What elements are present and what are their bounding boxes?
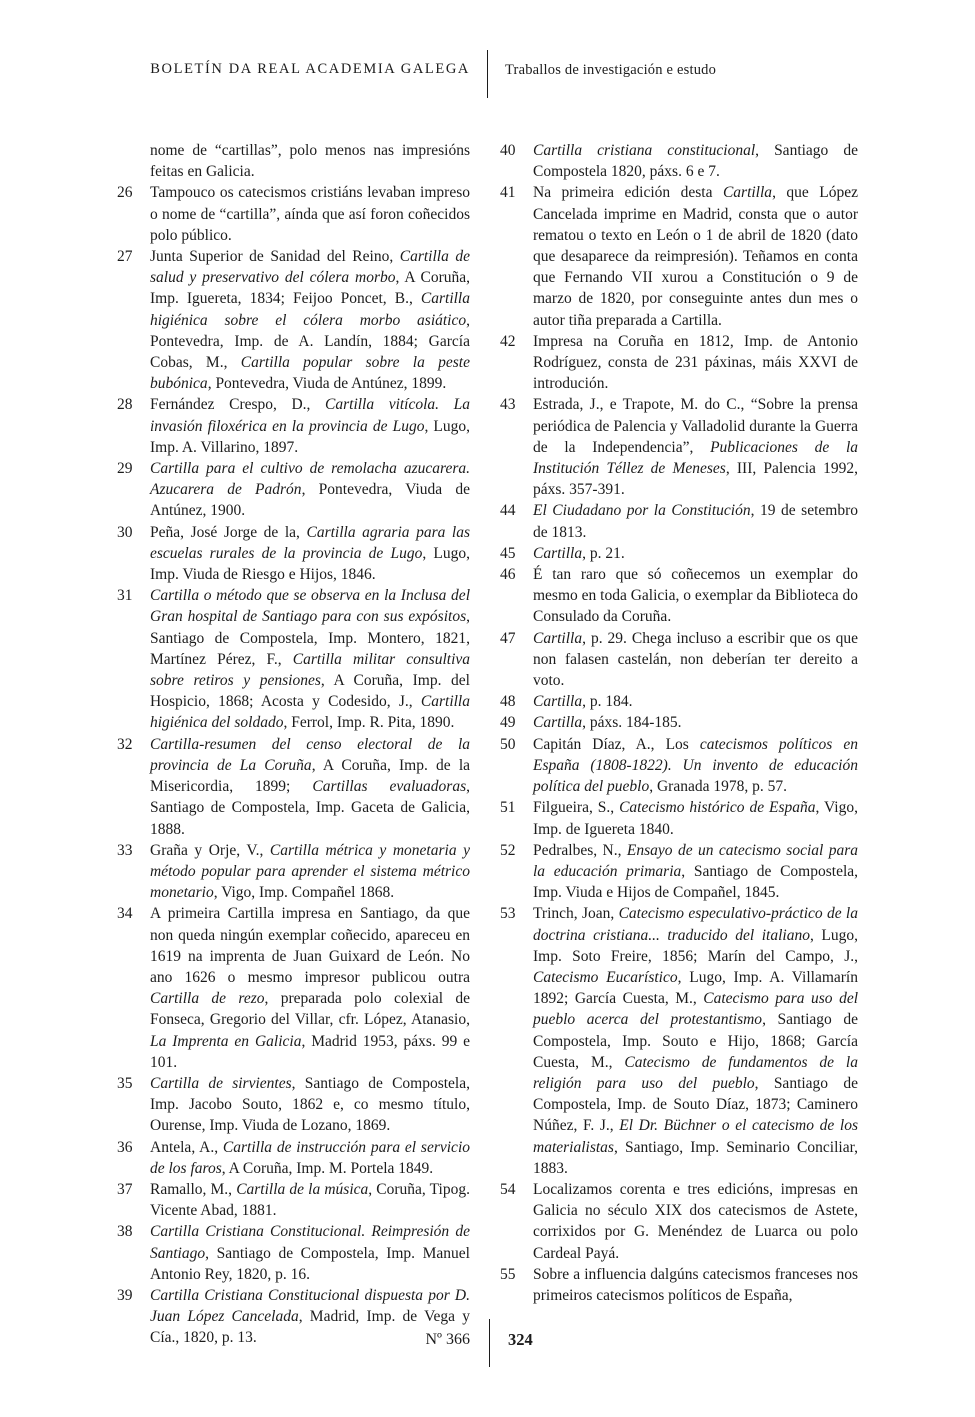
- footnote-number: 26: [117, 184, 133, 202]
- header-divider-rule: [487, 50, 488, 98]
- carryover-paragraph: [117, 140, 470, 182]
- footnote-number: 50: [500, 735, 516, 753]
- text-segment: Sobre a influencia dalgúns catecismos franceses nos primeiros catecismos políticos de España,: [533, 1265, 858, 1304]
- text-segment: , Pontevedra, Viuda de Antúnez, 1900.: [150, 481, 470, 520]
- text-segment: Ramallo, M.,: [150, 1180, 237, 1198]
- title-italic-segment: Cartilla higiénica sobre el cólera morbo asiático: [150, 290, 470, 329]
- text-segment: , Santiago de Compostela, Imp. Montero, 1821, Martínez Pérez, F.,: [150, 608, 470, 668]
- footnote-item: [117, 1221, 470, 1285]
- footnote-item: [117, 840, 470, 904]
- title-italic-segment: Cartilla Cristiana Constitucional dispuesta por D. Juan López Cancelada: [150, 1286, 470, 1326]
- footnote-number: 35: [117, 1074, 133, 1092]
- text-segment: , 19 de setembro de 1813.: [533, 502, 858, 541]
- text-segment: Pedralbes, N.,: [533, 841, 627, 859]
- footnote-number: 36: [117, 1138, 133, 1156]
- title-italic-segment: Cartilla militar consultiva sobre retiros y pensiones: [150, 650, 471, 690]
- text-segment: Localizamos corenta e tres edicións, impresas en Galicia no século XIX dos catecismos de Astete, corrixidos por G. Menéndez de Luarca ou polo Cardeal Payá.: [533, 1180, 858, 1262]
- title-italic-segment: Ensayo de un catecismo social para la educación primaria: [533, 841, 859, 880]
- footnote-number: 45: [500, 544, 516, 562]
- footnote-number: 33: [117, 841, 133, 859]
- title-italic-segment: Cartilla: [722, 184, 773, 202]
- text-segment: , Santiago de Compostela, Imp. Jacobo Souto, 1862 e, co mesmo título, Ourense, Imp. Viuda de Lozano, 1869.: [150, 1074, 470, 1135]
- section-title: Traballos de investigación e estudo: [505, 62, 717, 78]
- title-italic-segment: Cartilla Cristiana Constitucional. Reimpresión de Santiago: [150, 1223, 470, 1262]
- footnote-text: [533, 394, 858, 500]
- issue-number: Nº 366: [425, 1331, 470, 1348]
- footnote-text: [533, 734, 858, 798]
- text-segment: , Pontevedra, Imp. de A. Landín, 1884; García Cobas, M.,: [150, 311, 470, 372]
- footnote-item: [500, 331, 858, 395]
- title-italic-segment: La Imprenta en Galicia: [150, 1032, 302, 1050]
- footnote-number: 42: [500, 332, 516, 350]
- text-segment: , Madrid, Imp. de Vega y Cía., 1820, p. 13.: [150, 1308, 470, 1347]
- text-segment: , A Coruña, Imp. Iguereta, 1834; Feijoo Poncet, B.,: [150, 269, 470, 308]
- title-italic-segment: Cartilla-resumen del censo electoral de la provincia de La Coruña: [150, 735, 470, 774]
- footnote-number: 29: [117, 460, 133, 478]
- footnote-item: [117, 522, 470, 586]
- footnote-number: 41: [500, 184, 516, 202]
- footnote-number: 34: [117, 905, 133, 923]
- text-segment: , Lugo, Imp. Soto Freire, 1856; Marín del Campo, J.,: [533, 926, 859, 965]
- text-segment: , p. 21.: [582, 544, 625, 562]
- footnote-number: 49: [500, 714, 516, 732]
- footnote-item: [117, 1073, 470, 1137]
- footnote-item: [500, 500, 858, 542]
- text-segment: , Santiago de Compostela, Imp. Gaceta de Galicia, 1888.: [150, 778, 470, 838]
- footnote-number: 37: [117, 1180, 133, 1198]
- title-italic-segment: Cartilla o método que se observa en la Inclusa del Gran hospital de Santiago para con sus expósitos: [150, 587, 470, 626]
- title-italic-segment: Cartilla: [533, 629, 583, 647]
- footnote-item: [500, 182, 858, 330]
- footnote-text: [533, 712, 858, 733]
- footnote-text: [533, 1264, 858, 1306]
- text-segment: , Santiago, Imp. Seminario Conciliar, 1883.: [533, 1138, 858, 1177]
- footnote-item: [117, 585, 470, 733]
- title-italic-segment: Publicaciones de la Institución Téllez de Meneses: [533, 438, 858, 478]
- footnote-number: 43: [500, 396, 516, 414]
- text-segment: , Lugo, Imp. Viuda de Riesgo e Hijos, 1846.: [150, 544, 471, 584]
- footnote-number: 51: [500, 799, 516, 817]
- text-segment: , Vigo, Imp. Compañel 1868.: [213, 884, 395, 902]
- footnote-text: [150, 734, 470, 840]
- text-segment: Peña, José Jorge de la,: [150, 523, 307, 541]
- footnote-item: [500, 1179, 858, 1264]
- footnote-text: [150, 1073, 470, 1137]
- text-segment: , Lugo, Imp. A. Villamarín 1892; García Cuesta, M.,: [533, 968, 858, 1008]
- footnote-text: [150, 585, 470, 733]
- footnote-item: [117, 394, 470, 458]
- footnote-text: [150, 140, 470, 182]
- footnote-text: [150, 1179, 470, 1221]
- footnote-text: [150, 903, 470, 1073]
- title-italic-segment: Cartilla de instrucción para el servicio de los faros: [150, 1138, 470, 1177]
- title-italic-segment: Cartillas evaluadoras: [312, 778, 467, 796]
- text-segment: A primeira Cartilla impresa en Santiago, da que non queda ningún exemplar coñecido, apareceu en 1619 na imprenta de Juan Guixard de León. No ano 1626 o mesmo impresor publicou outra: [150, 905, 470, 986]
- footnote-item: [500, 734, 858, 798]
- footnote-item: [500, 712, 858, 733]
- text-segment: Filgueira, S.,: [533, 799, 620, 817]
- text-segment: Trinch, Joan,: [533, 905, 619, 923]
- footnote-text: [150, 394, 470, 458]
- title-italic-segment: Catecismo para uso del pueblo acerca del protestantismo: [533, 990, 858, 1029]
- text-segment: Junta Superior de Sanidad del Reino,: [150, 248, 400, 266]
- footnote-item: [117, 734, 470, 840]
- footnote-text: [533, 182, 858, 330]
- footnote-text: [150, 522, 470, 586]
- footnote-item: [500, 543, 858, 564]
- footnote-text: [533, 691, 858, 712]
- footnote-item: [117, 182, 470, 246]
- footnote-item: [500, 840, 858, 904]
- footnote-number: 27: [117, 248, 133, 266]
- text-segment: , Santiago de Compostela, Imp. de Souto Díaz, 1873; Caminero Núñez, F. J.,: [533, 1074, 858, 1135]
- text-segment: nome de “cartillas”, polo menos nas impresións feitas en Galicia.: [150, 142, 470, 181]
- text-segment: , que López Cancelada imprime en Madrid, consta que o autor rematou o texto en León o 1 de abril de 1820 (dato que desaparece da reimpresión). Teñamos en conta que Fernando VII xurou a Constitución o 9 de marzo de 1820, por conseguinte antes dun mes o autor tiña preparada a Cartilla.: [533, 184, 858, 329]
- text-segment: , Santiago de Compostela, Imp. Souto e Hijo, 1868; García Cuesta, M.,: [533, 1011, 858, 1071]
- footnote-text: [533, 564, 858, 628]
- text-segment: Estrada, J., e Trapote, M. do C., “Sobre la prensa periódica de Palencia y Valladolid durante la Guerra de la Independencia”,: [533, 396, 858, 456]
- text-segment: , A Coruña, Imp. de la Misericordia, 1899;: [150, 756, 470, 796]
- footnote-number: 32: [117, 735, 133, 753]
- text-segment: , Lugo, Imp. A. Villarino, 1897.: [150, 417, 471, 456]
- text-segment: , Madrid 1953, páxs. 99 e 101.: [150, 1032, 471, 1071]
- text-segment: , Coruña, Tipog. Vicente Abad, 1881.: [150, 1180, 470, 1220]
- footnote-number: 38: [117, 1223, 133, 1241]
- text-segment: É tan raro que só coñecemos un exemplar do mesmo en toda Galicia, o exemplar da Biblioteca do Consulado da Coruña.: [533, 566, 858, 626]
- footnote-item: [500, 903, 858, 1179]
- footnote-item: [500, 628, 858, 692]
- text-segment: , III, Palencia 1992, páxs. 357-391.: [533, 460, 858, 499]
- footnote-text: [533, 543, 858, 564]
- title-italic-segment: El Ciudadano por la Constitución: [533, 502, 751, 520]
- page-number: 324: [508, 1330, 533, 1349]
- text-segment: , preparada polo colexial de Fonseca, Gregorio del Villar, cfr. López, Atanasio,: [150, 990, 470, 1029]
- footnote-number: 39: [117, 1286, 133, 1304]
- footnote-number: 53: [500, 905, 516, 923]
- footnote-number: 48: [500, 693, 516, 711]
- footnote-text: [150, 840, 470, 904]
- text-segment: , Santiago de Compostela, Imp. Viuda e Hijos de Compañel, 1845.: [533, 862, 859, 902]
- footnote-number: 28: [117, 396, 133, 414]
- footnote-text: [533, 840, 858, 904]
- text-segment: , p. 184.: [582, 693, 633, 711]
- text-segment: Na primeira edición desta: [533, 184, 723, 202]
- footnote-text: [150, 1137, 470, 1179]
- text-segment: Graña y Orje, V.,: [150, 841, 270, 859]
- title-italic-segment: Cartilla métrica y monetaria y método popular para aprender el sistema métrico monetario: [150, 841, 470, 902]
- text-segment: , Santiago de Compostela 1820, páxs. 6 e 7.: [533, 142, 858, 181]
- footnote-number: 52: [500, 841, 516, 859]
- footnote-number: 46: [500, 566, 516, 584]
- footnote-item: [117, 246, 470, 394]
- title-italic-segment: Cartilla higiénica del soldado: [150, 693, 470, 732]
- title-italic-segment: Cartilla de rezo: [150, 990, 265, 1008]
- footnote-item: [500, 691, 858, 712]
- footnote-item: [500, 797, 858, 839]
- text-segment: , Santiago de Compostela, Imp. Manuel Antonio Rey, 1820, p. 16.: [150, 1244, 470, 1283]
- footnote-number: 30: [117, 523, 133, 541]
- footnote-text: [533, 903, 858, 1179]
- footnote-item: [117, 458, 470, 522]
- title-italic-segment: El Dr. Büchner o el catecismo de los materialistas: [533, 1117, 858, 1156]
- footnote-text: [533, 331, 858, 395]
- text-segment: Fernández Crespo, D.,: [150, 396, 326, 414]
- title-italic-segment: Catecismo Eucarístico: [533, 968, 678, 986]
- footnote-text: [533, 1179, 858, 1264]
- title-italic-segment: Cartilla de sirvientes: [150, 1074, 292, 1092]
- text-segment: , Pontevedra, Viuda de Antúnez, 1899.: [207, 375, 447, 393]
- footnote-text: [150, 1221, 470, 1285]
- footnote-text: [533, 628, 858, 692]
- title-italic-segment: catecismos políticos en España (1808-1822). Un invento de educación política del pueblo: [533, 735, 858, 796]
- footnote-number: [117, 140, 150, 182]
- footer-divider-rule: [489, 1319, 490, 1367]
- text-segment: , Granada 1978, p. 57.: [649, 778, 787, 796]
- journal-title: BOLETÍN DA REAL ACADEMIA GALEGA: [150, 61, 470, 77]
- title-italic-segment: Cartilla cristiana constitucional: [533, 142, 756, 159]
- footnote-item: [117, 1137, 470, 1179]
- footnote-item: [117, 903, 470, 1073]
- footnote-item: [500, 140, 858, 182]
- text-segment: Tampouco os catecismos cristiáns levaban impreso o nome de “cartilla”, aínda que así foron coñecidos polo público.: [150, 184, 470, 244]
- title-italic-segment: Cartilla vitícola. La invasión filoxérica en la provincia de Lugo: [150, 396, 470, 435]
- title-italic-segment: Cartilla de salud y preservativo del cólera morbo: [150, 248, 470, 287]
- text-segment: , A Coruña, Imp. M. Portela 1849.: [221, 1159, 434, 1177]
- footnote-text: [533, 140, 858, 182]
- footnote-text: [533, 797, 858, 839]
- footnote-item: [500, 1264, 858, 1306]
- title-italic-segment: Catecismo histórico de España: [619, 799, 816, 817]
- title-italic-segment: Catecismo de fundamentos de la religión para uso del pueblo: [533, 1053, 858, 1092]
- text-segment: Impresa na Coruña en 1812, Imp. de Antonio Rodríguez, consta de 231 páxinas, máis XXVI de introdución.: [533, 332, 858, 393]
- text-segment: , A Coruña, Imp. del Hospicio, 1868; Acosta y Codesido, J.,: [150, 672, 470, 711]
- title-italic-segment: Cartilla popular sobre la peste bubónica: [150, 354, 470, 393]
- text-segment: , Vigo, Imp. de Iguereta 1840.: [533, 799, 858, 838]
- footnotes-column-left: [117, 140, 470, 1349]
- title-italic-segment: Cartilla de la música: [236, 1180, 369, 1198]
- footnote-text: [150, 182, 470, 246]
- footnote-number: 47: [500, 629, 516, 647]
- footnote-number: 54: [500, 1180, 516, 1198]
- title-italic-segment: Cartilla para el cultivo de remolacha azucarera. Azucarera de Padrón: [150, 460, 470, 499]
- title-italic-segment: Cartilla: [533, 544, 583, 562]
- footnote-item: [500, 564, 858, 628]
- footnote-number: 40: [500, 142, 516, 159]
- title-italic-segment: Catecismo especulativo-práctico de la doctrina cristiana... traducido del italiano: [533, 905, 858, 944]
- text-segment: Antela, A.,: [150, 1138, 223, 1156]
- footnote-text: [150, 246, 470, 394]
- text-segment: , páxs. 184-185.: [582, 714, 682, 732]
- footnote-item: [117, 1179, 470, 1221]
- footnote-text: [150, 458, 470, 522]
- text-segment: Capitán Díaz, A., Los: [533, 735, 700, 753]
- footnote-number: 55: [500, 1265, 516, 1283]
- title-italic-segment: Cartilla: [533, 714, 583, 732]
- footnotes-column-right: [500, 140, 858, 1306]
- title-italic-segment: Cartilla: [533, 693, 583, 711]
- footnote-number: 44: [500, 502, 516, 520]
- footnote-item: [500, 394, 858, 500]
- footnote-number: 31: [117, 587, 133, 605]
- title-italic-segment: Cartilla agraria para las escuelas rurales de la provincia de Lugo: [150, 523, 470, 562]
- footnote-text: [533, 500, 858, 542]
- text-segment: , Ferrol, Imp. R. Pita, 1890.: [283, 714, 455, 732]
- text-segment: , p. 29. Chega incluso a escribir que os que non falasen castelán, non deberían ter dereito a voto.: [533, 629, 858, 690]
